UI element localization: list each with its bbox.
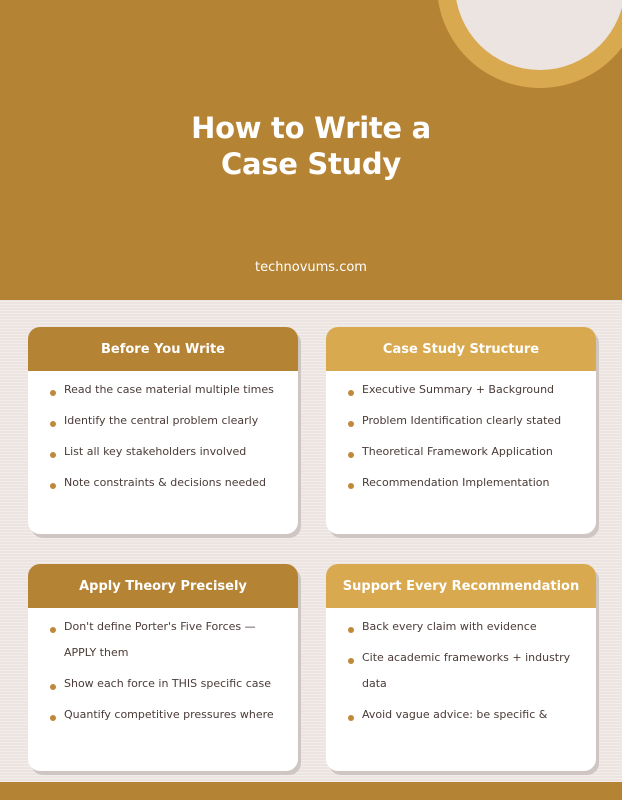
card-title: Apply Theory Precisely: [28, 564, 298, 608]
page-title: [0, 110, 622, 182]
bullet-icon: [50, 483, 56, 489]
list-item: Read the case material multiple times: [50, 377, 284, 403]
bullet-icon: [348, 715, 354, 721]
list-item: Cite academic frameworks + industry data: [348, 645, 582, 697]
list-item: Show each force in THIS specific case: [50, 671, 284, 697]
bullet-icon: [348, 483, 354, 489]
list-item: Theoretical Framework Application: [348, 439, 582, 465]
bullet-icon: [348, 390, 354, 396]
card-list: [28, 608, 298, 728]
bullet-icon: [348, 627, 354, 633]
card-title: Case Study Structure: [326, 327, 596, 371]
card-list: [326, 371, 596, 496]
footer-bar: [0, 782, 622, 800]
bullet-icon: [50, 684, 56, 690]
list-item: Quantify competitive pressures where: [50, 702, 284, 728]
card-list: [326, 608, 596, 728]
list-item: Back every claim with evidence: [348, 614, 582, 640]
title-line-1: How to Write a: [191, 111, 431, 145]
card-case-study-structure: [326, 327, 596, 534]
bullet-icon: [348, 452, 354, 458]
list-item: Identify the central problem clearly: [50, 408, 284, 434]
list-item: Executive Summary + Background: [348, 377, 582, 403]
list-item: List all key stakeholders involved: [50, 439, 284, 465]
bullet-icon: [50, 627, 56, 633]
list-item: Problem Identification clearly stated: [348, 408, 582, 434]
bullet-icon: [50, 715, 56, 721]
bullet-icon: [50, 421, 56, 427]
card-support-every-recommendation: [326, 564, 596, 771]
list-item: Note constraints & decisions needed: [50, 470, 284, 496]
title-line-2: Case Study: [221, 147, 401, 181]
bullet-icon: [348, 421, 354, 427]
list-item: Recommendation Implementation: [348, 470, 582, 496]
list-item: Don't define Porter's Five Forces — APPLY them: [50, 614, 284, 666]
website-url: technovums.com: [255, 260, 367, 275]
bullet-icon: [348, 658, 354, 664]
bullet-icon: [50, 452, 56, 458]
list-item: Avoid vague advice: be specific &: [348, 702, 582, 728]
card-list: [28, 371, 298, 496]
card-title: Support Every Recommendation: [326, 564, 596, 608]
header-banner: [0, 0, 622, 300]
card-apply-theory-precisely: [28, 564, 298, 771]
card-title: Before You Write: [28, 327, 298, 371]
bullet-icon: [50, 390, 56, 396]
card-before-you-write: [28, 327, 298, 534]
